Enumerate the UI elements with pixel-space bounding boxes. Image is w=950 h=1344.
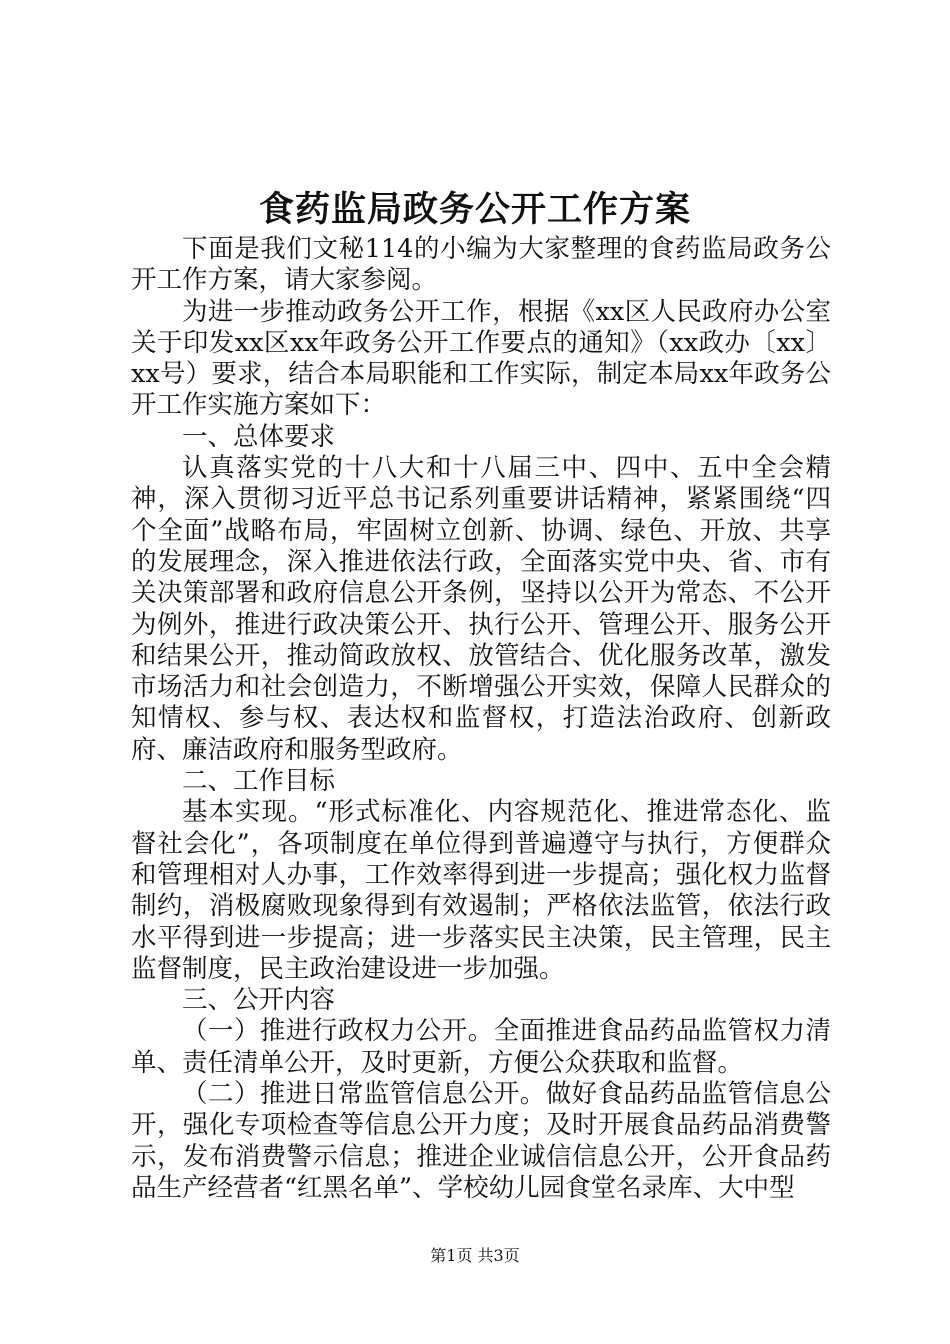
paragraph-disclosure-item-2: （二）推进日常监管信息公开。做好食品药品监管信息公开，强化专项检查等信息公开力度；及时开展食品药品消费警示，发布消费警示信息；推进企业诚信信息公开，公开食品药品生产经营者“红黑名单”、学校幼儿园食堂名录库、大中型 <box>131 1079 831 1203</box>
paragraph-work-goals: 基本实现。“形式标准化、内容规范化、推进常态化、监督社会化”，各项制度在单位得到普遍遵守与执行，方便群众和管理相对人办事，工作效率得到进一步提高；强化权力监督制约，消极腐败现象得到有效遏制；严格依法监管，依法行政水平得到进一步提高；进一步落实民主决策，民主管理，民主监督制度，民主政治建设进一步加强。 <box>131 797 831 984</box>
paragraph-basis: 为进一步推动政务公开工作，根据《xx区人民政府办公室关于印发xx区xx年政务公开工作要点的通知》（xx政办〔xx〕xx号）要求，结合本局职能和工作实际，制定本局xx年政务公开工作实施方案如下： <box>131 296 831 421</box>
document-body <box>131 234 831 1204</box>
page-footer: 第1页 共3页 <box>430 1246 520 1265</box>
section-heading-disclosure-content: 三、公开内容 <box>182 985 336 1016</box>
section-heading-general-requirements: 一、总体要求 <box>182 421 336 452</box>
paragraph-general-requirements: 认真落实党的十八大和十八届三中、四中、五中全会精神，深入贯彻习近平总书记系列重要讲话精神，紧紧围绕“四个全面”战略布局，牢固树立创新、协调、绿色、开放、共享的发展理念，深入推进依法行政，全面落实党中央、省、市有关决策部署和政府信息公开条例，坚持以公开为常态、不公开为例外，推进行政决策公开、执行公开、管理公开、服务公开和结果公开，推动简政放权、放管结合、优化服务改革，激发市场活力和社会创造力，不断增强公开实效，保障人民群众的知情权、参与权、表达权和监督权，打造法治政府、创新政府、廉洁政府和服务型政府。 <box>131 453 831 765</box>
document-title: 食药监局政务公开工作方案 <box>258 189 691 230</box>
paragraph-disclosure-item-1: （一）推进行政权力公开。全面推进食品药品监管权力清单、责任清单公开，及时更新，方便公众获取和监督。 <box>131 1016 831 1078</box>
section-heading-work-goals: 二、工作目标 <box>182 766 336 797</box>
paragraph-intro: 下面是我们文秘114的小编为大家整理的食药监局政务公开工作方案，请大家参阅。 <box>131 234 831 296</box>
